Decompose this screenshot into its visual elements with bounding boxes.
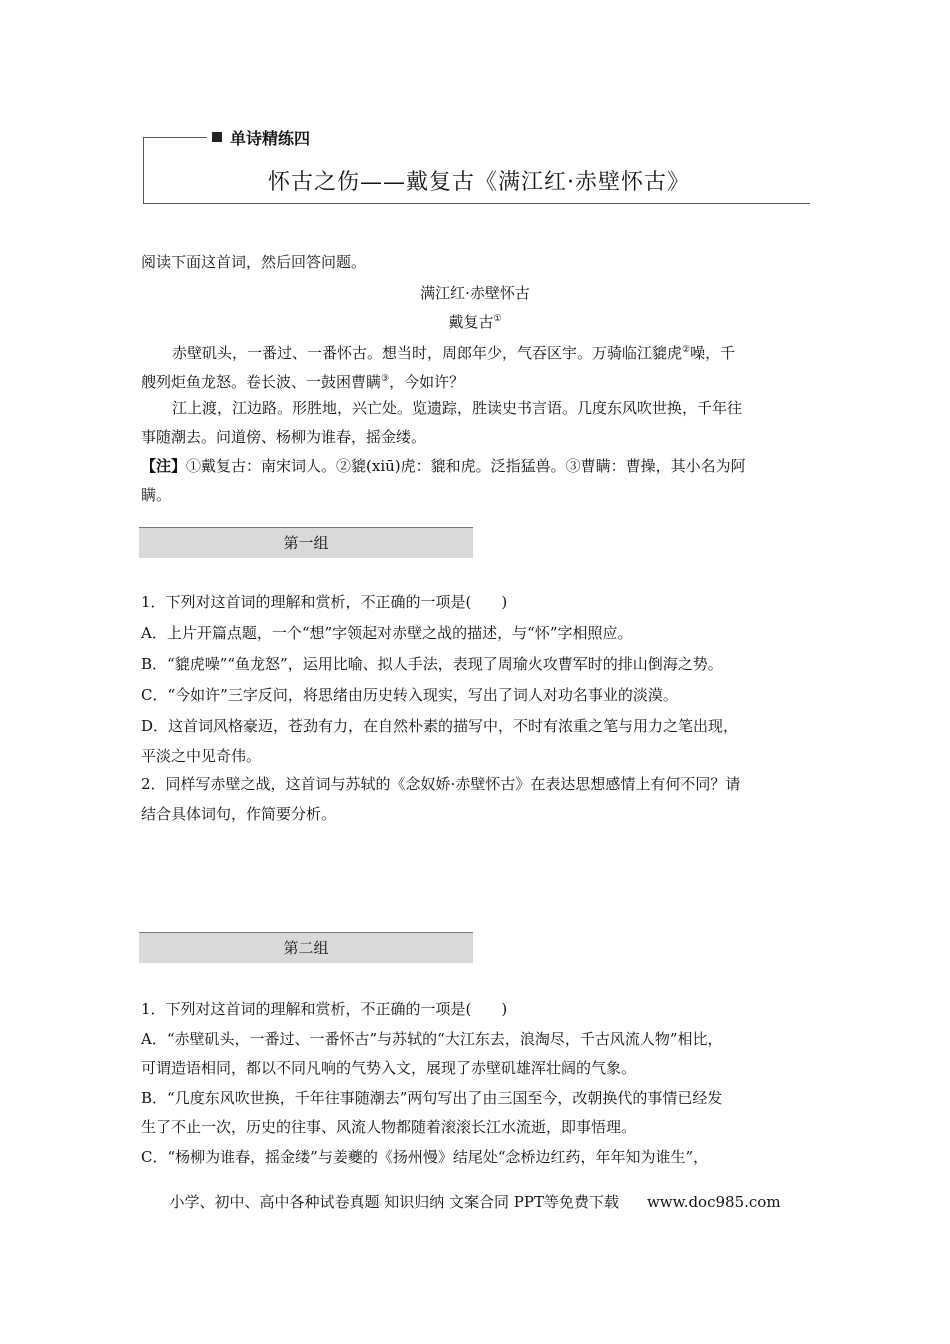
group-header: 第二组: [139, 932, 473, 963]
poem-text: 艘列炬鱼龙怒。卷长波、一鼓困曹瞒: [141, 373, 382, 391]
poem-line: 江上渡，江边路。形胜地，兴亡处。览遗踪，胜读史书言语。几度东风吹世换，千年往: [172, 399, 743, 417]
page-footer: [0, 1191, 950, 1212]
footnote-marker: ①: [493, 314, 502, 324]
option-b: B．“貔虎噪”“鱼龙怒”，运用比喻、拟人手法，表现了周瑜火攻曹军时的排山倒海之势。: [141, 655, 723, 673]
header-top-rule: [143, 137, 207, 138]
question-2: 2．同样写赤壁之战，这首词与苏轼的《念奴娇·赤壁怀古》在表达思想感情上有何不同？请: [141, 775, 741, 793]
poem-text: ，今如许？: [389, 373, 465, 391]
poem-author: [0, 311, 950, 332]
question-2-cont: 结合具体词句，作简要分析。: [141, 805, 337, 823]
question-stem: 1．下列对这首词的理解和赏析，不正确的一项是( ): [141, 593, 508, 611]
group-header: 第一组: [139, 527, 473, 558]
poem-text: 噪，千: [690, 344, 736, 362]
footnote-marker: ③: [381, 374, 390, 384]
poem-line: [172, 340, 735, 363]
footer-site-link[interactable]: www.doc985.com: [646, 1193, 781, 1211]
poem-title: 满江红·赤壁怀古: [420, 284, 530, 302]
notes-line: [141, 456, 746, 476]
footnote-marker: ②: [682, 345, 691, 355]
poem-line: 事随潮去。问道傍、杨柳为谁春，摇金缕。: [141, 428, 427, 446]
option-a: A．“赤壁矶头，一番过、一番怀古”与苏轼的“大江东去，浪淘尽，千古风流人物”相比，: [141, 1030, 723, 1048]
option-b: B．“几度东风吹世换，千年往事随潮去”两句写出了由三国至今，改朝换代的事情已经发: [141, 1089, 723, 1107]
option-d: D．这首词风格豪迈，苍劲有力，在自然朴素的描写中，不时有浓重之笔与用力之笔出现，: [141, 717, 739, 735]
series-title: 单诗精练四: [230, 129, 311, 148]
option-b-cont: 生了不止一次，历史的往事、风流人物都随着滚滚长江水流逝，即事悟理。: [141, 1118, 637, 1136]
option-c: C．“今如许”三字反问，将思绪由历史转入现实，写出了词人对功名事业的淡漠。: [141, 686, 678, 704]
notes-text: ①戴复古：南宋词人。②貔(xiū)虎：貔和虎。泛指猛兽。③曹瞒：曹操，其小名为阿: [186, 457, 746, 475]
poem-author-name: 戴复古: [448, 313, 494, 331]
notes-line: 瞒。: [141, 486, 172, 504]
option-d-cont: 平淡之中见奇伟。: [141, 747, 262, 765]
intro-text: 阅读下面这首词，然后回答问题。: [141, 253, 367, 271]
poem-text: 赤壁矶头，一番过、一番怀古。想当时，周郎年少，气吞区宇。万骑临江貔虎: [172, 344, 683, 362]
option-a: A．上片开篇点题，一个“想”字领起对赤壁之战的描述，与“怀”字相照应。: [141, 624, 633, 642]
option-c: C．“杨柳为谁春，摇金缕”与姜夔的《扬州慢》结尾处“念桥边红药，年年知为谁生”，: [141, 1148, 709, 1166]
option-a-cont: 可谓造语相同，都以不同凡响的气势入文，展现了赤壁矶雄浑壮阔的气象。: [141, 1059, 637, 1077]
notes-label: 【注】: [141, 457, 187, 475]
page-title: 怀古之伤——戴复古《满江红·赤壁怀古》: [268, 170, 690, 195]
footer-text: 小学、初中、高中各种试卷真题 知识归纳 文案合同 PPT等免费下载: [169, 1193, 619, 1211]
question-stem: 1．下列对这首词的理解和赏析，不正确的一项是( ): [141, 1000, 508, 1018]
square-bullet-icon: [212, 132, 222, 142]
header-bottom-rule: [143, 203, 810, 204]
header-left-rule: [143, 137, 144, 203]
poem-line: [141, 369, 464, 392]
